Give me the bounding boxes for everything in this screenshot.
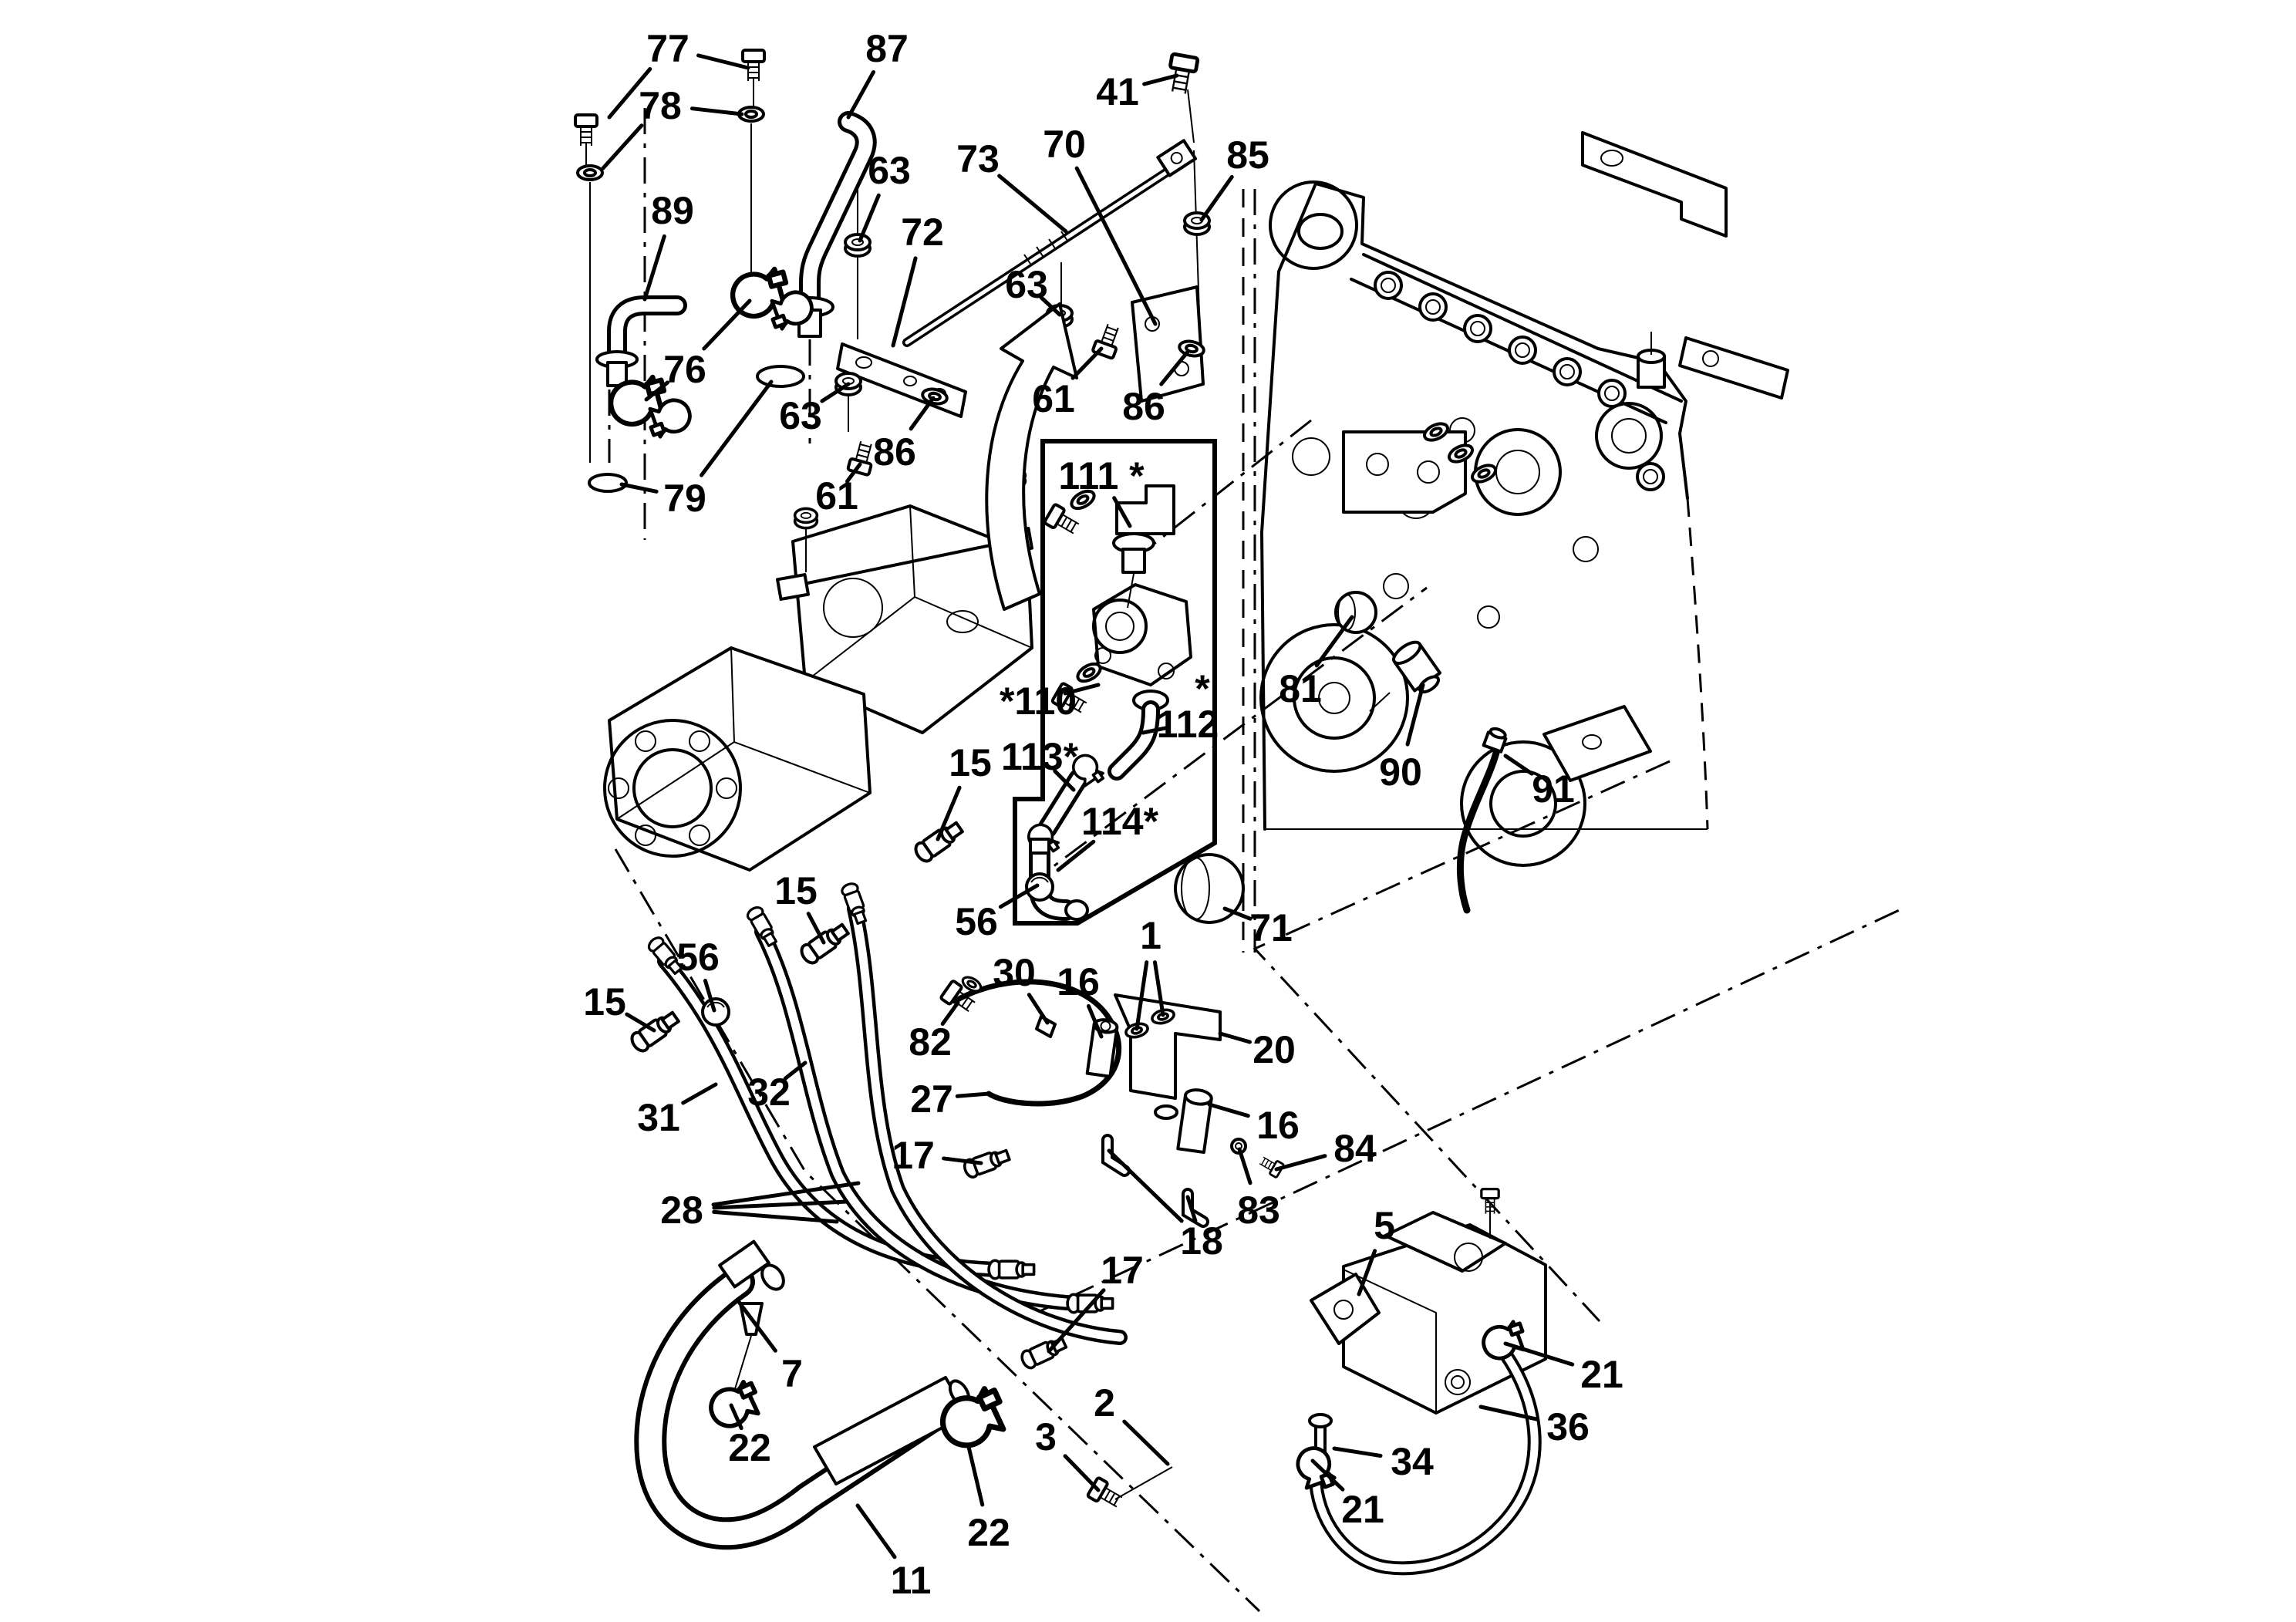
leader-line-85 (1202, 177, 1232, 220)
callout-86: 86 (1122, 385, 1165, 428)
leader-line-90 (1408, 685, 1423, 744)
callout-28: 28 (660, 1189, 703, 1232)
leader-line-84 (1276, 1156, 1325, 1169)
leader-line-89 (645, 236, 664, 299)
callout-110: *110 (999, 679, 1077, 723)
callout-113: 113* (1000, 735, 1079, 778)
callout-78: 78 (639, 84, 682, 127)
leader-line-30 (1029, 995, 1047, 1023)
leader-line-79 (702, 382, 771, 475)
leader-line-73 (1000, 176, 1066, 231)
callout-90: 90 (1379, 750, 1422, 794)
callout-34: 34 (1391, 1440, 1434, 1483)
callout-112: 112 (1156, 703, 1219, 746)
callout-86: 86 (873, 430, 916, 474)
callout-22: 22 (728, 1426, 771, 1469)
callout-73: 73 (956, 137, 1000, 180)
callout-15: 15 (774, 869, 818, 912)
callout-87: 87 (865, 27, 909, 70)
callout-63: 63 (779, 394, 822, 437)
callout-56: 56 (955, 900, 998, 943)
leader-line-78 (692, 109, 742, 114)
callout-15: 15 (949, 741, 992, 784)
callout-30: 30 (993, 951, 1036, 994)
leader-line-78 (603, 126, 642, 168)
leader-line-20 (1220, 1034, 1250, 1042)
callout-2: 2 (1094, 1381, 1115, 1425)
callout-32: 32 (747, 1071, 791, 1114)
callout-21: 21 (1580, 1353, 1623, 1396)
callout-56: 56 (676, 936, 720, 979)
tandem-pump-drawing (605, 468, 1032, 870)
callout-16: 16 (1256, 1104, 1300, 1147)
leader-line-63 (860, 195, 878, 241)
callout-63: 63 (868, 149, 911, 192)
callout-91: 91 (1532, 767, 1575, 811)
leader-line-79 (622, 484, 656, 491)
callout-41: 41 (1096, 70, 1139, 113)
callout-36: 36 (1546, 1405, 1590, 1448)
callout-85: 85 (1226, 133, 1269, 177)
leader-line-61 (1073, 349, 1101, 378)
leader-line-3 (1065, 1456, 1098, 1490)
leader-line-31 (683, 1084, 716, 1103)
callout-22: 22 (967, 1511, 1010, 1554)
engine-block-drawing (1261, 133, 1788, 865)
leader-line-34 (1334, 1448, 1381, 1456)
callout-7: 7 (781, 1352, 803, 1395)
callout-89: 89 (651, 189, 694, 232)
callout-84: 84 (1333, 1127, 1377, 1170)
leader-line-22 (969, 1447, 983, 1505)
callout-20: 20 (1253, 1028, 1296, 1071)
leader-line-77 (699, 56, 748, 68)
callout-5: 5 (1374, 1204, 1395, 1247)
callout-61: 61 (1032, 377, 1075, 420)
leader-line-83 (1239, 1149, 1250, 1183)
callout-17: 17 (1101, 1249, 1144, 1292)
leader-line-18 (1109, 1151, 1182, 1221)
leader-line-16 (1209, 1104, 1248, 1116)
leader-line-27 (957, 1094, 989, 1096)
callout-17: 17 (892, 1134, 935, 1177)
callout-82: 82 (909, 1020, 952, 1064)
callout-77: 77 (646, 27, 689, 70)
leader-line-72 (893, 258, 915, 346)
callout-111: 111 * (1058, 454, 1145, 497)
callout-71: 71 (1249, 906, 1293, 949)
leader-line-2 (1124, 1421, 1168, 1464)
callout-72: 72 (901, 211, 944, 254)
callout-81: 81 (1279, 667, 1322, 710)
callout-79: 79 (663, 477, 706, 520)
callout-16: 16 (1057, 960, 1100, 1003)
diagram-artwork (575, 50, 1904, 1611)
callout-63: 63 (1005, 263, 1048, 306)
callout-27: 27 (910, 1077, 953, 1121)
leader-line-76 (704, 301, 750, 349)
callout-83: 83 (1237, 1189, 1280, 1232)
callout-61: 61 (815, 474, 858, 518)
callout-3: 3 (1035, 1415, 1057, 1458)
leader-line-11 (858, 1506, 895, 1557)
callout-70: 70 (1043, 123, 1086, 166)
callout-76: 76 (663, 348, 706, 391)
callout-21: 21 (1341, 1488, 1384, 1531)
leader-line-41 (1145, 76, 1177, 84)
callout-18: 18 (1180, 1219, 1223, 1263)
callout-: * (1195, 667, 1210, 710)
callout-15: 15 (583, 980, 626, 1023)
leader-line-87 (848, 72, 874, 117)
leader-line-114 (1058, 841, 1094, 870)
callout-11: 11 (890, 1559, 932, 1602)
callout-1: 1 (1140, 914, 1161, 957)
pipes-clamps-drawing (575, 50, 866, 491)
callout-31: 31 (637, 1096, 680, 1139)
callout-114: 114* (1081, 800, 1159, 843)
